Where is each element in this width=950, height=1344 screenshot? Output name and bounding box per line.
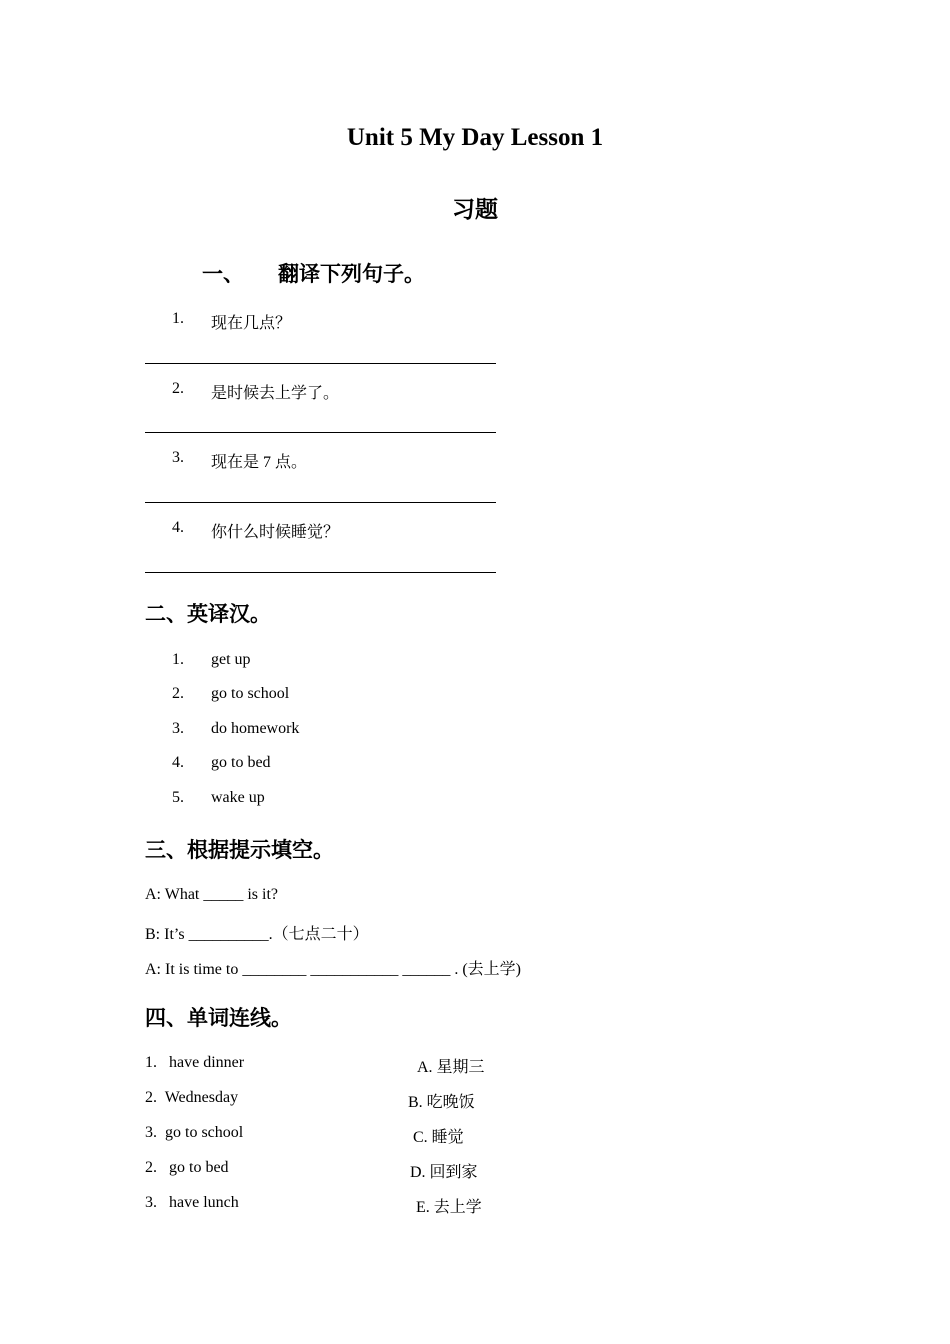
s2-item-3-num: 3. <box>172 720 184 737</box>
s4-left-5: 3. have lunch <box>145 1194 239 1211</box>
s2-item-2-num: 2. <box>172 685 184 702</box>
section4-heading: 四、单词连线。 <box>145 1006 292 1030</box>
s1-item-4-text: 你什么时候睡觉？ <box>211 524 340 541</box>
s3-line-3: A: It is time to ________ ___________ ______ . (去上学) <box>145 961 521 978</box>
s4-left-3: 3. go to school <box>145 1124 244 1141</box>
page-subtitle: 习题 <box>452 197 498 223</box>
s1-answer-line-2 <box>145 432 496 433</box>
s4-right-1: A. 星期三 <box>417 1059 485 1076</box>
s2-item-4-num: 4. <box>172 754 184 771</box>
s4-left-2: 2. Wednesday <box>145 1089 239 1106</box>
s2-item-5-text: wake up <box>211 789 265 806</box>
s4-left-4: 2. go to bed <box>145 1159 229 1176</box>
s4-right-5: E. 去上学 <box>416 1199 482 1216</box>
s4-left-1: 1. have dinner <box>145 1054 245 1071</box>
s4-right-2: B. 吃晚饭 <box>408 1094 475 1111</box>
section3-heading: 三、根据提示填空。 <box>145 838 334 862</box>
s1-item-2-num: 2. <box>172 380 184 397</box>
s2-item-1-text: get up <box>211 651 251 668</box>
section1-heading: 翻译下列句子。 <box>278 262 425 286</box>
s4-right-4: D. 回到家 <box>410 1164 478 1181</box>
s1-answer-line-1 <box>145 363 496 364</box>
s1-item-2-text: 是时候去上学了。 <box>211 385 340 402</box>
s1-item-3-text: 现在是 7 点。 <box>211 454 308 471</box>
s1-item-4-num: 4. <box>172 519 184 536</box>
s1-item-1-num: 1. <box>172 310 184 327</box>
s1-item-1-text: 现在几点？ <box>211 315 292 332</box>
s1-answer-line-3 <box>145 502 496 503</box>
s1-answer-line-4 <box>145 572 496 573</box>
s2-item-4-text: go to bed <box>211 754 271 771</box>
s3-line-2: B: It’s __________.（七点二十） <box>145 926 369 943</box>
s2-item-2-text: go to school <box>211 685 290 702</box>
s1-item-3-num: 3. <box>172 449 184 466</box>
section2-heading: 二、英译汉。 <box>145 602 271 626</box>
section1-number: 一、 <box>202 262 244 286</box>
s2-item-5-num: 5. <box>172 789 184 806</box>
s2-item-3-text: do homework <box>211 720 300 737</box>
s4-right-3: C. 睡觉 <box>413 1129 464 1146</box>
page-title: Unit 5 My Day Lesson 1 <box>346 124 604 151</box>
s3-line-1: A: What _____ is it? <box>145 886 279 903</box>
s2-item-1-num: 1. <box>172 651 184 668</box>
